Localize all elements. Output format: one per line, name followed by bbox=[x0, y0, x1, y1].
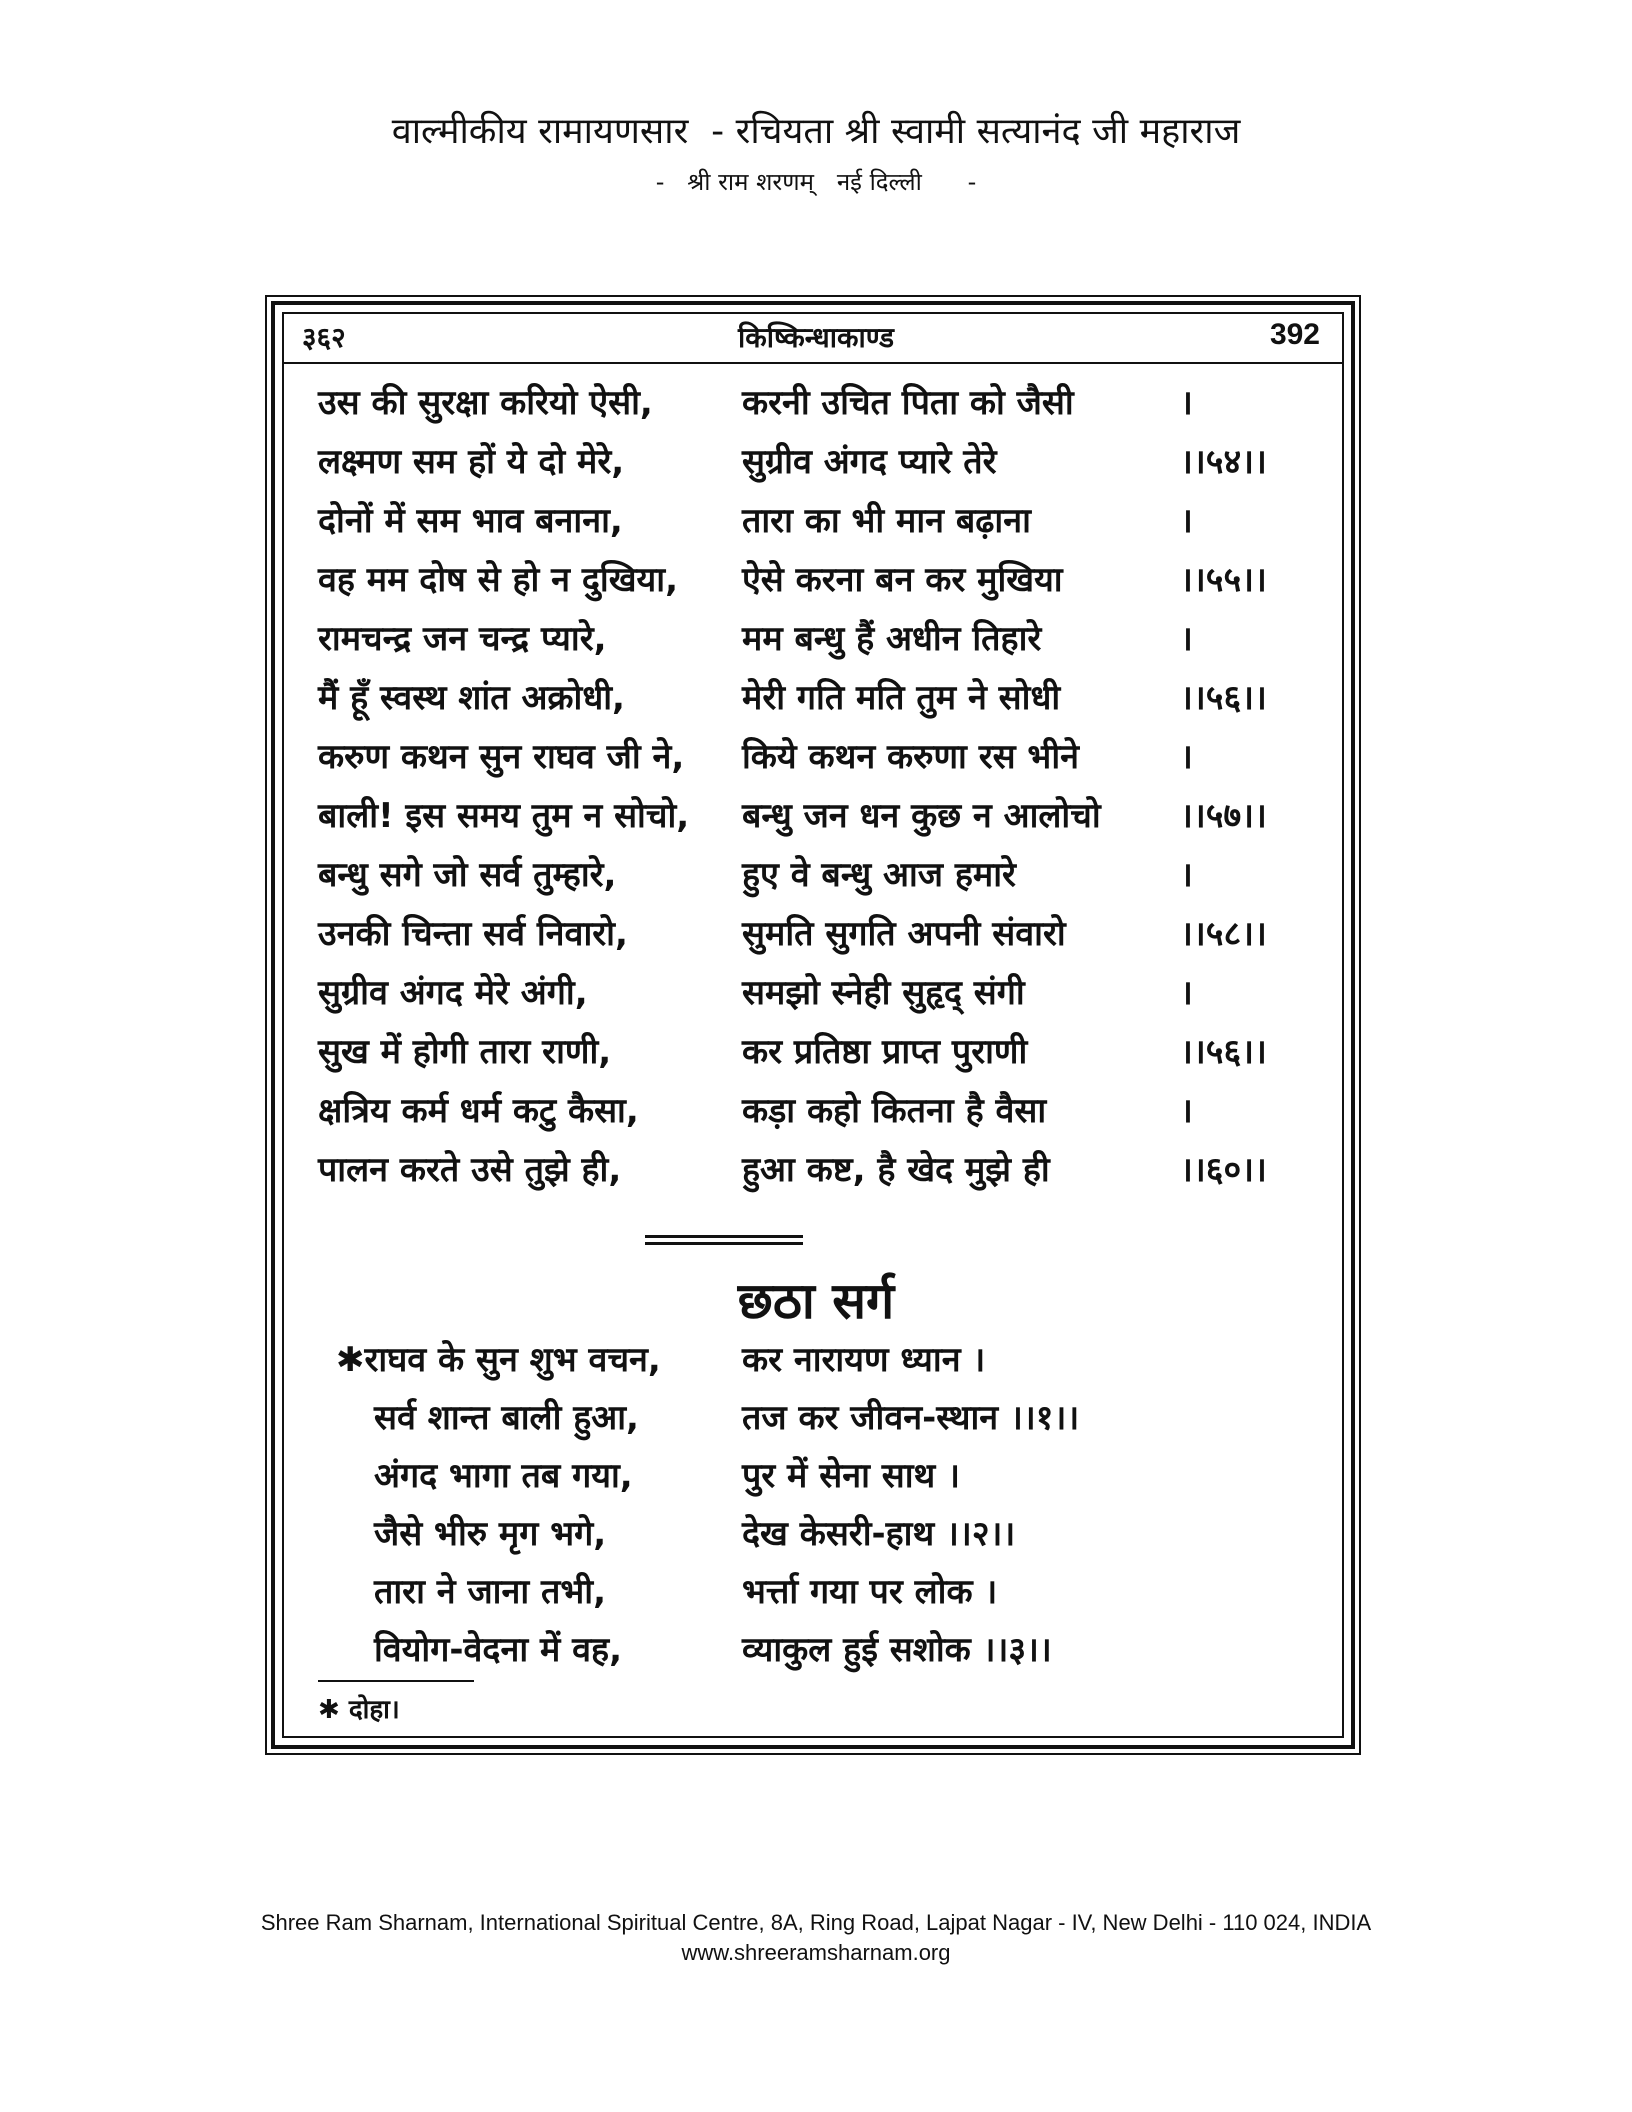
verse-first-half: उनकी चिन्ता सर्व निवारो, bbox=[318, 914, 628, 954]
document-subtitle: - श्री राम शरणम् नई दिल्ली - bbox=[655, 168, 977, 196]
verse-second-half: कर प्रतिष्ठा प्राप्त पुराणी bbox=[742, 1032, 1028, 1072]
doha-line bbox=[374, 1625, 1274, 1679]
verse-number: । bbox=[1180, 383, 1193, 423]
verse-number: ।।५५।। bbox=[1180, 560, 1267, 600]
verse-second-half: सुग्रीव अंगद प्यारे तेरे bbox=[742, 442, 997, 482]
doha-first-half: वियोग-वेदना में वह, bbox=[374, 1630, 623, 1670]
verse-first-half: पालन करते उसे तुझे ही, bbox=[318, 1150, 622, 1190]
verse-line bbox=[318, 555, 1328, 609]
verse-number: ।।५४।। bbox=[1180, 442, 1267, 482]
footnote-rule bbox=[318, 1680, 474, 1682]
doha-line bbox=[374, 1451, 1274, 1505]
verse-line bbox=[318, 850, 1328, 904]
section-divider bbox=[645, 1235, 803, 1245]
verse-second-half: ऐसे करना बन कर मुखिया bbox=[742, 560, 1063, 600]
verse-line bbox=[318, 614, 1328, 668]
doha-second-half: कर नारायण ध्यान । bbox=[742, 1340, 986, 1380]
doha-line bbox=[374, 1567, 1274, 1621]
kanda-title: किष्किन्धाकाण्ड bbox=[737, 321, 895, 354]
verse-first-half: सुग्रीव अंगद मेरे अंगी, bbox=[318, 973, 588, 1013]
doha-second-half: देख केसरी-हाथ ।।२।। bbox=[742, 1514, 1016, 1554]
section-title: छठा सर्ग bbox=[737, 1272, 895, 1330]
doha-first-half: ✱राघव के सुन शुभ वचन, bbox=[336, 1340, 661, 1380]
page-number: 392 bbox=[1269, 318, 1320, 351]
doha-first-half: सर्व शान्त बाली हुआ, bbox=[374, 1398, 639, 1438]
verse-first-half: बाली! इस समय तुम न सोचो, bbox=[318, 796, 690, 836]
verse-second-half: करनी उचित पिता को जैसी bbox=[742, 383, 1074, 423]
verse-line bbox=[318, 1086, 1328, 1140]
verse-second-half: हुआ कष्ट, है खेद मुझे ही bbox=[742, 1150, 1050, 1190]
doha-first-half: तारा ने जाना तभी, bbox=[374, 1572, 606, 1612]
verse-first-half: वह मम दोष से हो न दुखिया, bbox=[318, 560, 678, 600]
verse-line bbox=[318, 673, 1328, 727]
footnote: ✱ दोहा। bbox=[318, 1695, 400, 1725]
verse-line bbox=[318, 968, 1328, 1022]
verse-line bbox=[318, 1027, 1328, 1081]
doha-second-half: व्याकुल हुई सशोक ।।३।। bbox=[742, 1630, 1052, 1670]
verse-line bbox=[318, 791, 1328, 845]
verse-number: ।।५८।। bbox=[1180, 914, 1267, 954]
doha-first-half: अंगद भागा तब गया, bbox=[374, 1456, 633, 1496]
doha-second-half: पुर में सेना साथ । bbox=[742, 1456, 960, 1496]
verse-second-half: किये कथन करुणा रस भीने bbox=[742, 737, 1079, 777]
footer-website: www.shreeramsharnam.org bbox=[681, 1940, 951, 1965]
verse-first-half: करुण कथन सुन राघव जी ने, bbox=[318, 737, 685, 777]
verse-line bbox=[318, 378, 1328, 432]
verse-first-half: दोनों में सम भाव बनाना, bbox=[318, 501, 623, 541]
verse-number: । bbox=[1180, 619, 1193, 659]
document-title: वाल्मीकीय रामायणसार - रचियता श्री स्वामी सत्यानंद जी महाराज bbox=[391, 111, 1241, 152]
doha-line bbox=[336, 1335, 1236, 1389]
verse-first-half: बन्धु सगे जो सर्व तुम्हारे, bbox=[318, 855, 617, 895]
verse-number: । bbox=[1180, 973, 1193, 1013]
verse-number: ।।५६।। bbox=[1180, 678, 1267, 718]
doha-line bbox=[374, 1393, 1274, 1447]
verse-second-half: कड़ा कहो कितना है वैसा bbox=[742, 1091, 1047, 1131]
verse-number: ।।५७।। bbox=[1180, 796, 1267, 836]
verse-line bbox=[318, 496, 1328, 550]
footer-address: Shree Ram Sharnam, International Spiritual Centre, 8A, Ring Road, Lajpat Nagar - IV, New Delhi - 110 024, INDIA bbox=[260, 1910, 1372, 1935]
verse-first-half: उस की सुरक्षा करियो ऐसी, bbox=[318, 383, 653, 423]
verse-line bbox=[318, 437, 1328, 491]
verse-first-half: क्षत्रिय कर्म धर्म कटु कैसा, bbox=[318, 1091, 639, 1131]
verse-number: ।।५६।। bbox=[1180, 1032, 1267, 1072]
verse-second-half: समझो स्नेही सुहृद् संगी bbox=[742, 973, 1025, 1013]
verse-number: । bbox=[1180, 855, 1193, 895]
verse-first-half: लक्ष्मण सम हों ये दो मेरे, bbox=[318, 442, 625, 482]
verse-line bbox=[318, 732, 1328, 786]
doha-second-half: तज कर जीवन-स्थान ।।१।। bbox=[742, 1398, 1080, 1438]
verse-second-half: मेरी गति मति तुम ने सोधी bbox=[742, 678, 1061, 718]
verse-line bbox=[318, 1145, 1328, 1199]
verse-number: । bbox=[1180, 737, 1193, 777]
header-divider bbox=[282, 362, 1344, 364]
verse-second-half: सुमति सुगति अपनी संवारो bbox=[742, 914, 1066, 954]
verse-first-half: सुख में होगी तारा राणी, bbox=[318, 1032, 612, 1072]
verse-second-half: बन्धु जन धन कुछ न आलोचो bbox=[742, 796, 1101, 836]
doha-second-half: भर्त्ता गया पर लोक । bbox=[742, 1572, 998, 1612]
verse-first-half: रामचन्द्र जन चन्द्र प्यारे, bbox=[318, 619, 607, 659]
verse-number: । bbox=[1180, 1091, 1193, 1131]
verse-second-half: मम बन्धु हैं अधीन तिहारे bbox=[742, 619, 1042, 659]
doha-line bbox=[374, 1509, 1274, 1563]
verse-line bbox=[318, 909, 1328, 963]
verse-second-half: तारा का भी मान बढ़ाना bbox=[742, 501, 1031, 541]
doha-first-half: जैसे भीरु मृग भगे, bbox=[374, 1514, 607, 1554]
verse-number: ।।६०।। bbox=[1180, 1150, 1267, 1190]
page-number-devanagari: ३६२ bbox=[302, 321, 346, 354]
verse-number: । bbox=[1180, 501, 1193, 541]
verse-second-half: हुए वे बन्धु आज हमारे bbox=[742, 855, 1016, 895]
verse-first-half: मैं हूँ स्वस्थ शांत अक्रोधी, bbox=[318, 678, 625, 718]
